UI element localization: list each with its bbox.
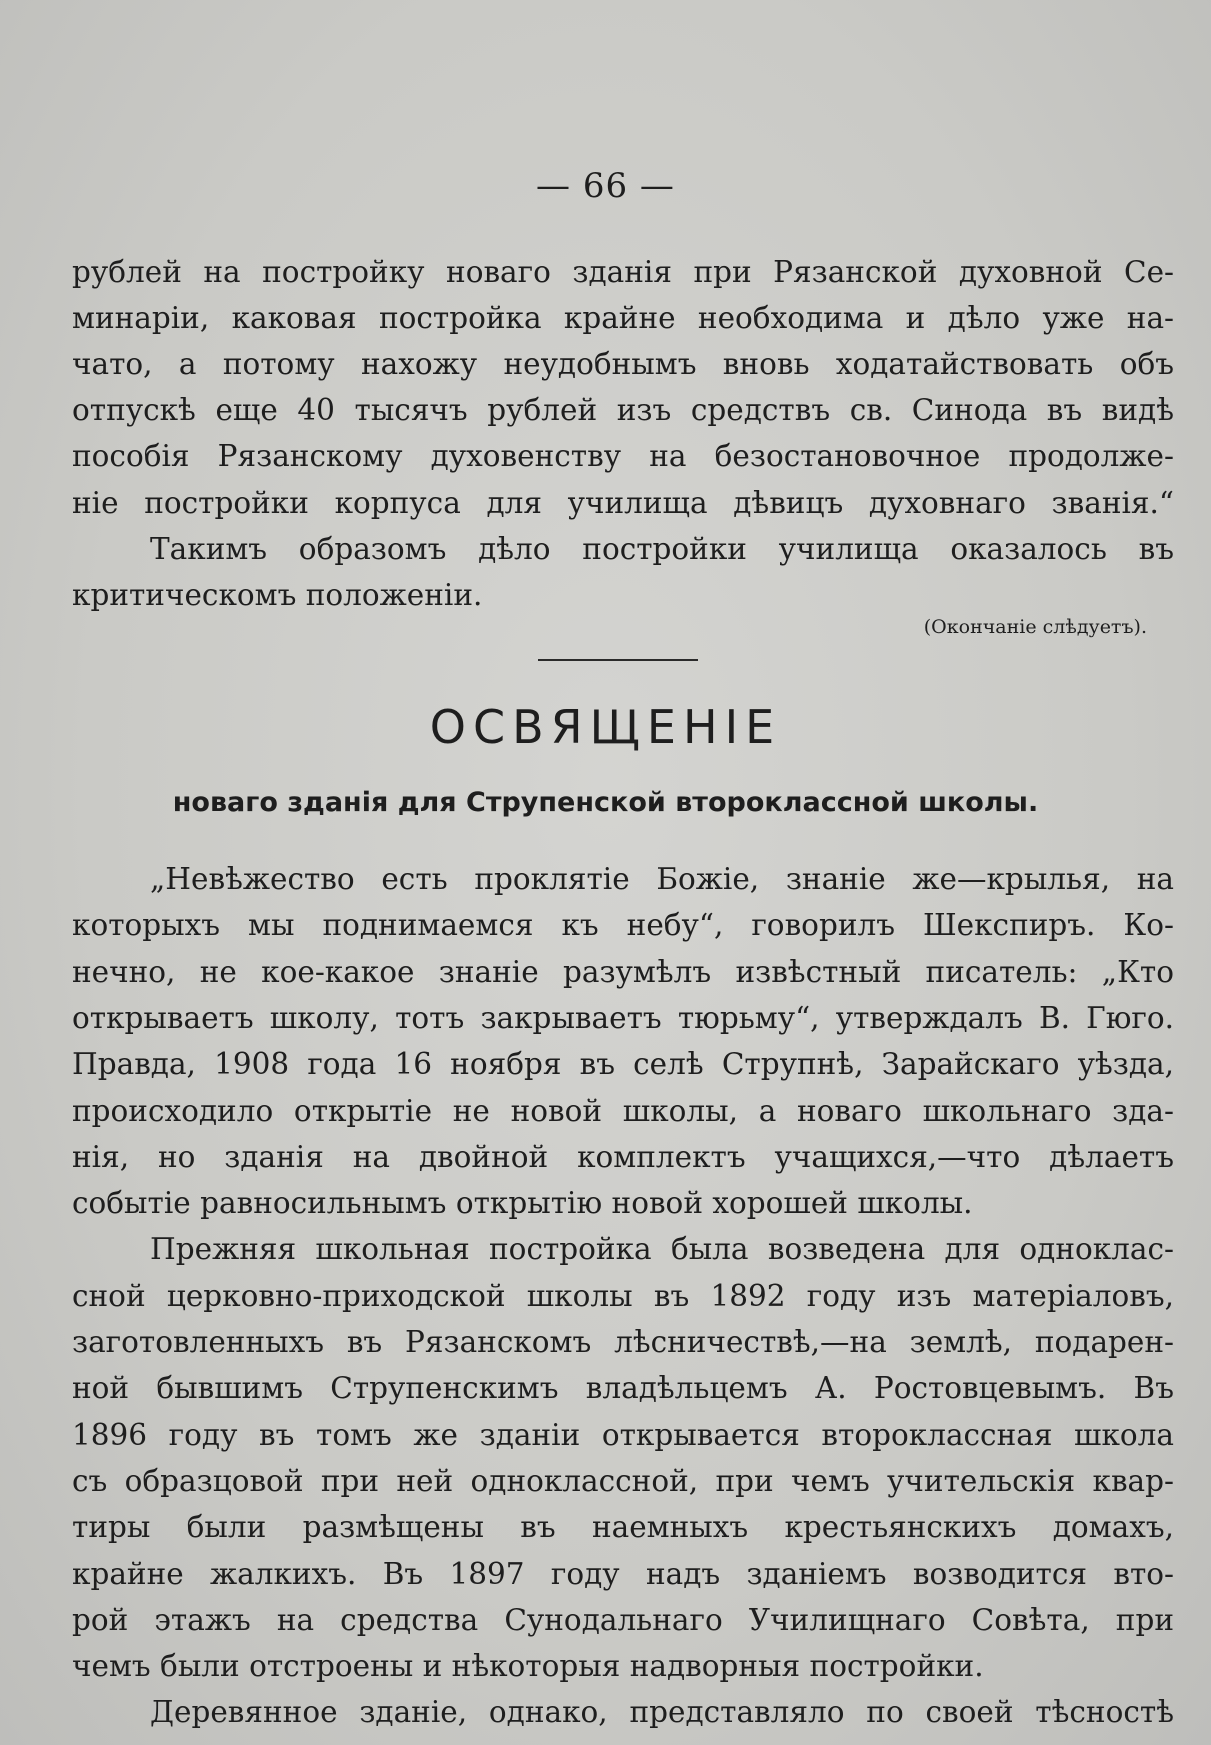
text-line: сной церковно-приходской школы въ 1892 году изъ матеріаловъ, (72, 1278, 1174, 1313)
text-line: чато, а потому нахожу неудобнымъ вновь ходатайствовать объ (72, 347, 1174, 382)
text-line: Деревянное зданіе, однако, представляло по своей тѣсностѣ (150, 1695, 1174, 1730)
text-line: крайне жалкихъ. Въ 1897 году надъ зданіемъ возводится вто- (72, 1556, 1174, 1591)
text-line: Правда, 1908 года 16 ноября въ селѣ Струпнѣ, Зарайскаго уѣзда, (72, 1047, 1174, 1082)
text-line: происходило открытіе не новой школы, а новаго школьнаго зда- (72, 1093, 1174, 1128)
text-line: ніе постройки корпуса для училища дѣвицъ духовнаго званія.“ (72, 485, 1174, 520)
text-line: нечно, не кое-какое знаніе разумѣлъ извѣстный писатель: „Кто (72, 954, 1174, 989)
text-line: заготовленныхъ въ Рязанскомъ лѣсничествѣ,—на землѣ, подарен- (72, 1325, 1174, 1359)
section-divider (538, 659, 698, 661)
page-number: — 66 — (536, 166, 675, 206)
text-line: отпускѣ еще 40 тысячъ рублей изъ средствъ св. Синода въ видѣ (72, 393, 1174, 428)
text-line: съ образцовой при ней одноклассной, при чемъ учительскія квар- (72, 1463, 1174, 1498)
text-line: пособія Рязанскому духовенству на безостановочное продолже- (72, 439, 1174, 474)
text-line: Такимъ образомъ дѣло постройки училища оказалось въ (150, 531, 1174, 566)
text-line: рой этажъ на средства Сунодальнаго Училищнаго Совѣта, при (72, 1602, 1174, 1637)
text-line: нія, но зданія на двойной комплектъ учащихся,—что дѣлаетъ (72, 1139, 1174, 1174)
to-be-continued-note: (Окончаніе слѣдуетъ). (923, 616, 1147, 638)
text-line: ной бывшимъ Струпенскимъ владѣльцемъ А. Ростовцевымъ. Въ (72, 1371, 1174, 1406)
text-line: 1896 году въ томъ же зданіи открывается второклассная школа (72, 1417, 1174, 1452)
text-line: рублей на постройку новаго зданія при Рязанской духовной Се- (72, 255, 1174, 289)
text-line: минаріи, каковая постройка крайне необходима и дѣло уже на- (72, 301, 1174, 336)
text-line: событіе равносильнымъ открытію новой хорошей школы. (72, 1186, 973, 1221)
text-line: открываетъ школу, тотъ закрываетъ тюрьму“, утверждалъ В. Гюго. (72, 1000, 1174, 1035)
text-line: которыхъ мы поднимаемся къ небу“, говорилъ Шекспиръ. Ко- (72, 908, 1174, 943)
text-line: „Невѣжество есть проклятіе Божіе, знаніе же—крылья, на (150, 862, 1174, 896)
text-line: Прежняя школьная постройка была возведена для одноклас- (150, 1232, 1174, 1267)
article-subtitle: новаго зданія для Струпенской второклассной школы. (172, 787, 1039, 818)
text-line: критическомъ положеніи. (72, 577, 483, 612)
text-line: чемъ были отстроены и нѣкоторыя надворныя постройки. (72, 1649, 984, 1684)
text-line: тиры были размѣщены въ наемныхъ крестьянскихъ домахъ, (72, 1510, 1174, 1545)
article-title: ОСВЯЩЕНІЕ (429, 700, 782, 754)
